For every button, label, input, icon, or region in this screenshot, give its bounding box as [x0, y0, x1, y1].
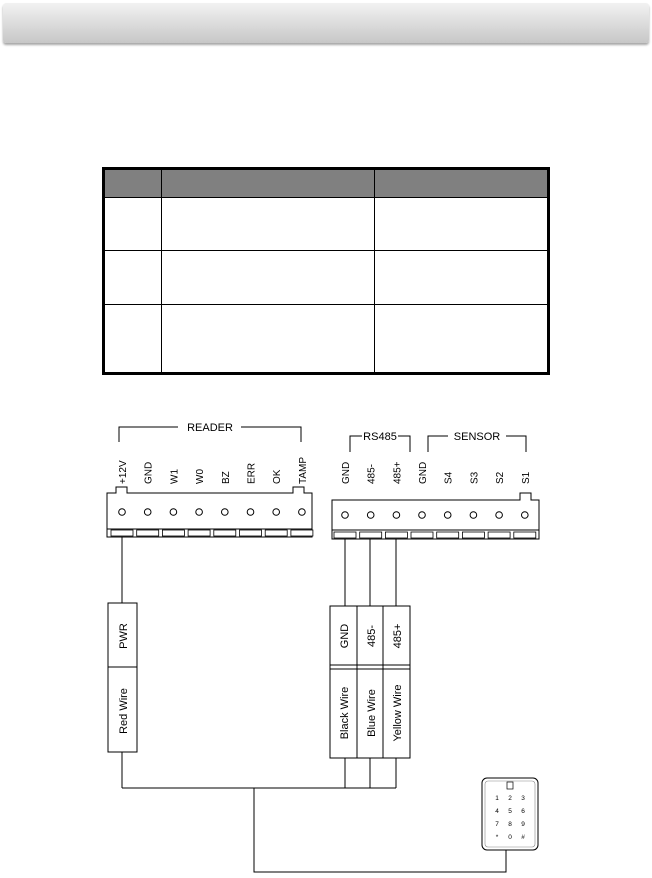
keypad-key: 3: [521, 795, 525, 802]
reader-pin-slot: [240, 530, 262, 536]
sensor-group-label: SENSOR: [453, 431, 501, 443]
sensor-pin-label: GND: [418, 461, 429, 484]
reader-screw-hole: [247, 509, 254, 516]
sensor-screw-hole: [496, 512, 503, 519]
sensor-pin-slot: [411, 532, 433, 538]
reader-pin-label: ERR: [246, 462, 258, 484]
reader-screw-hole: [144, 509, 151, 516]
reader-pin-slot: [291, 530, 313, 536]
rs485-pin-slot: [385, 532, 407, 538]
reader-pin-label: OK: [272, 469, 284, 484]
signal-label: 485+: [392, 623, 404, 649]
rs485-screw-hole: [393, 512, 400, 519]
reader-pin-slot: [265, 530, 287, 536]
reader-screw-hole: [170, 509, 177, 516]
reader-pin-label: +12V: [118, 460, 129, 484]
reader-pin-slot: [162, 530, 184, 536]
red-wire-label: Red Wire: [118, 688, 130, 734]
sensor-pin-slot: [488, 532, 510, 538]
reader-pin-slot: [188, 530, 210, 536]
reader-pin-label: W0: [195, 469, 207, 484]
reader-pin-slot: [214, 530, 236, 536]
keypad-key: #: [521, 834, 525, 841]
pwr-label: PWR: [118, 623, 130, 649]
reader-group-label: READER: [187, 422, 233, 434]
reader-pin-label: BZ: [220, 471, 232, 484]
sensor-pin-slot: [437, 532, 459, 538]
keypad-key: 1: [495, 795, 499, 802]
keypad-key: 2: [508, 795, 512, 802]
sensor-pin-label: S2: [495, 471, 507, 484]
keypad-reader: [482, 778, 538, 850]
reader-screw-hole: [299, 509, 306, 516]
rs485-group-label: RS485: [363, 431, 397, 443]
reader-screw-hole: [273, 509, 280, 516]
sensor-pin-label: S3: [469, 471, 481, 484]
reader-pin-slot: [137, 530, 159, 536]
reader-terminal-block: [107, 487, 312, 537]
keypad-key: 6: [521, 808, 525, 815]
keypad-key: 8: [508, 821, 512, 828]
keypad-key: 9: [521, 821, 525, 828]
reader-screw-hole: [119, 509, 126, 516]
reader-pin-label: W1: [169, 469, 181, 484]
wire-color-label: Blue Wire: [366, 689, 378, 737]
sensor-pin-label: S4: [443, 471, 455, 484]
signal-label: 485-: [366, 624, 378, 648]
bus-wires: [122, 788, 506, 872]
sensor-pin-slot: [514, 532, 536, 538]
sensor-screw-hole: [444, 512, 451, 519]
reader-pin-slot: [111, 530, 133, 536]
sensor-pin-slot: [462, 532, 484, 538]
wire-color-label: Black Wire: [339, 686, 351, 740]
rs485-pin-label: GND: [341, 461, 352, 484]
sensor-pin-label: S1: [520, 471, 532, 484]
rs485-pin-label: 485-: [366, 463, 378, 484]
reader-pin-label: TAMP: [297, 456, 309, 484]
keypad-key: 4: [495, 808, 499, 815]
reader-screw-hole: [222, 509, 229, 516]
sensor-screw-hole: [470, 512, 477, 519]
keypad-key: 7: [495, 821, 499, 828]
rs485-pin-label: 485+: [392, 461, 404, 484]
sensor-screw-hole: [522, 512, 529, 519]
reader-pin-label: GND: [143, 461, 155, 484]
wire-color-label: Yellow Wire: [392, 684, 404, 742]
keypad-key: *: [495, 834, 499, 841]
sensor-screw-hole: [419, 512, 426, 519]
signal-label: GND: [339, 623, 351, 649]
rs485-pin-slot: [360, 532, 382, 538]
keypad-key: 0: [508, 834, 512, 841]
rs485-screw-hole: [342, 512, 349, 519]
rs485-pin-slot: [334, 532, 356, 538]
reader-screw-hole: [196, 509, 203, 516]
rs485-screw-hole: [367, 512, 374, 519]
keypad-key: 5: [508, 808, 512, 815]
